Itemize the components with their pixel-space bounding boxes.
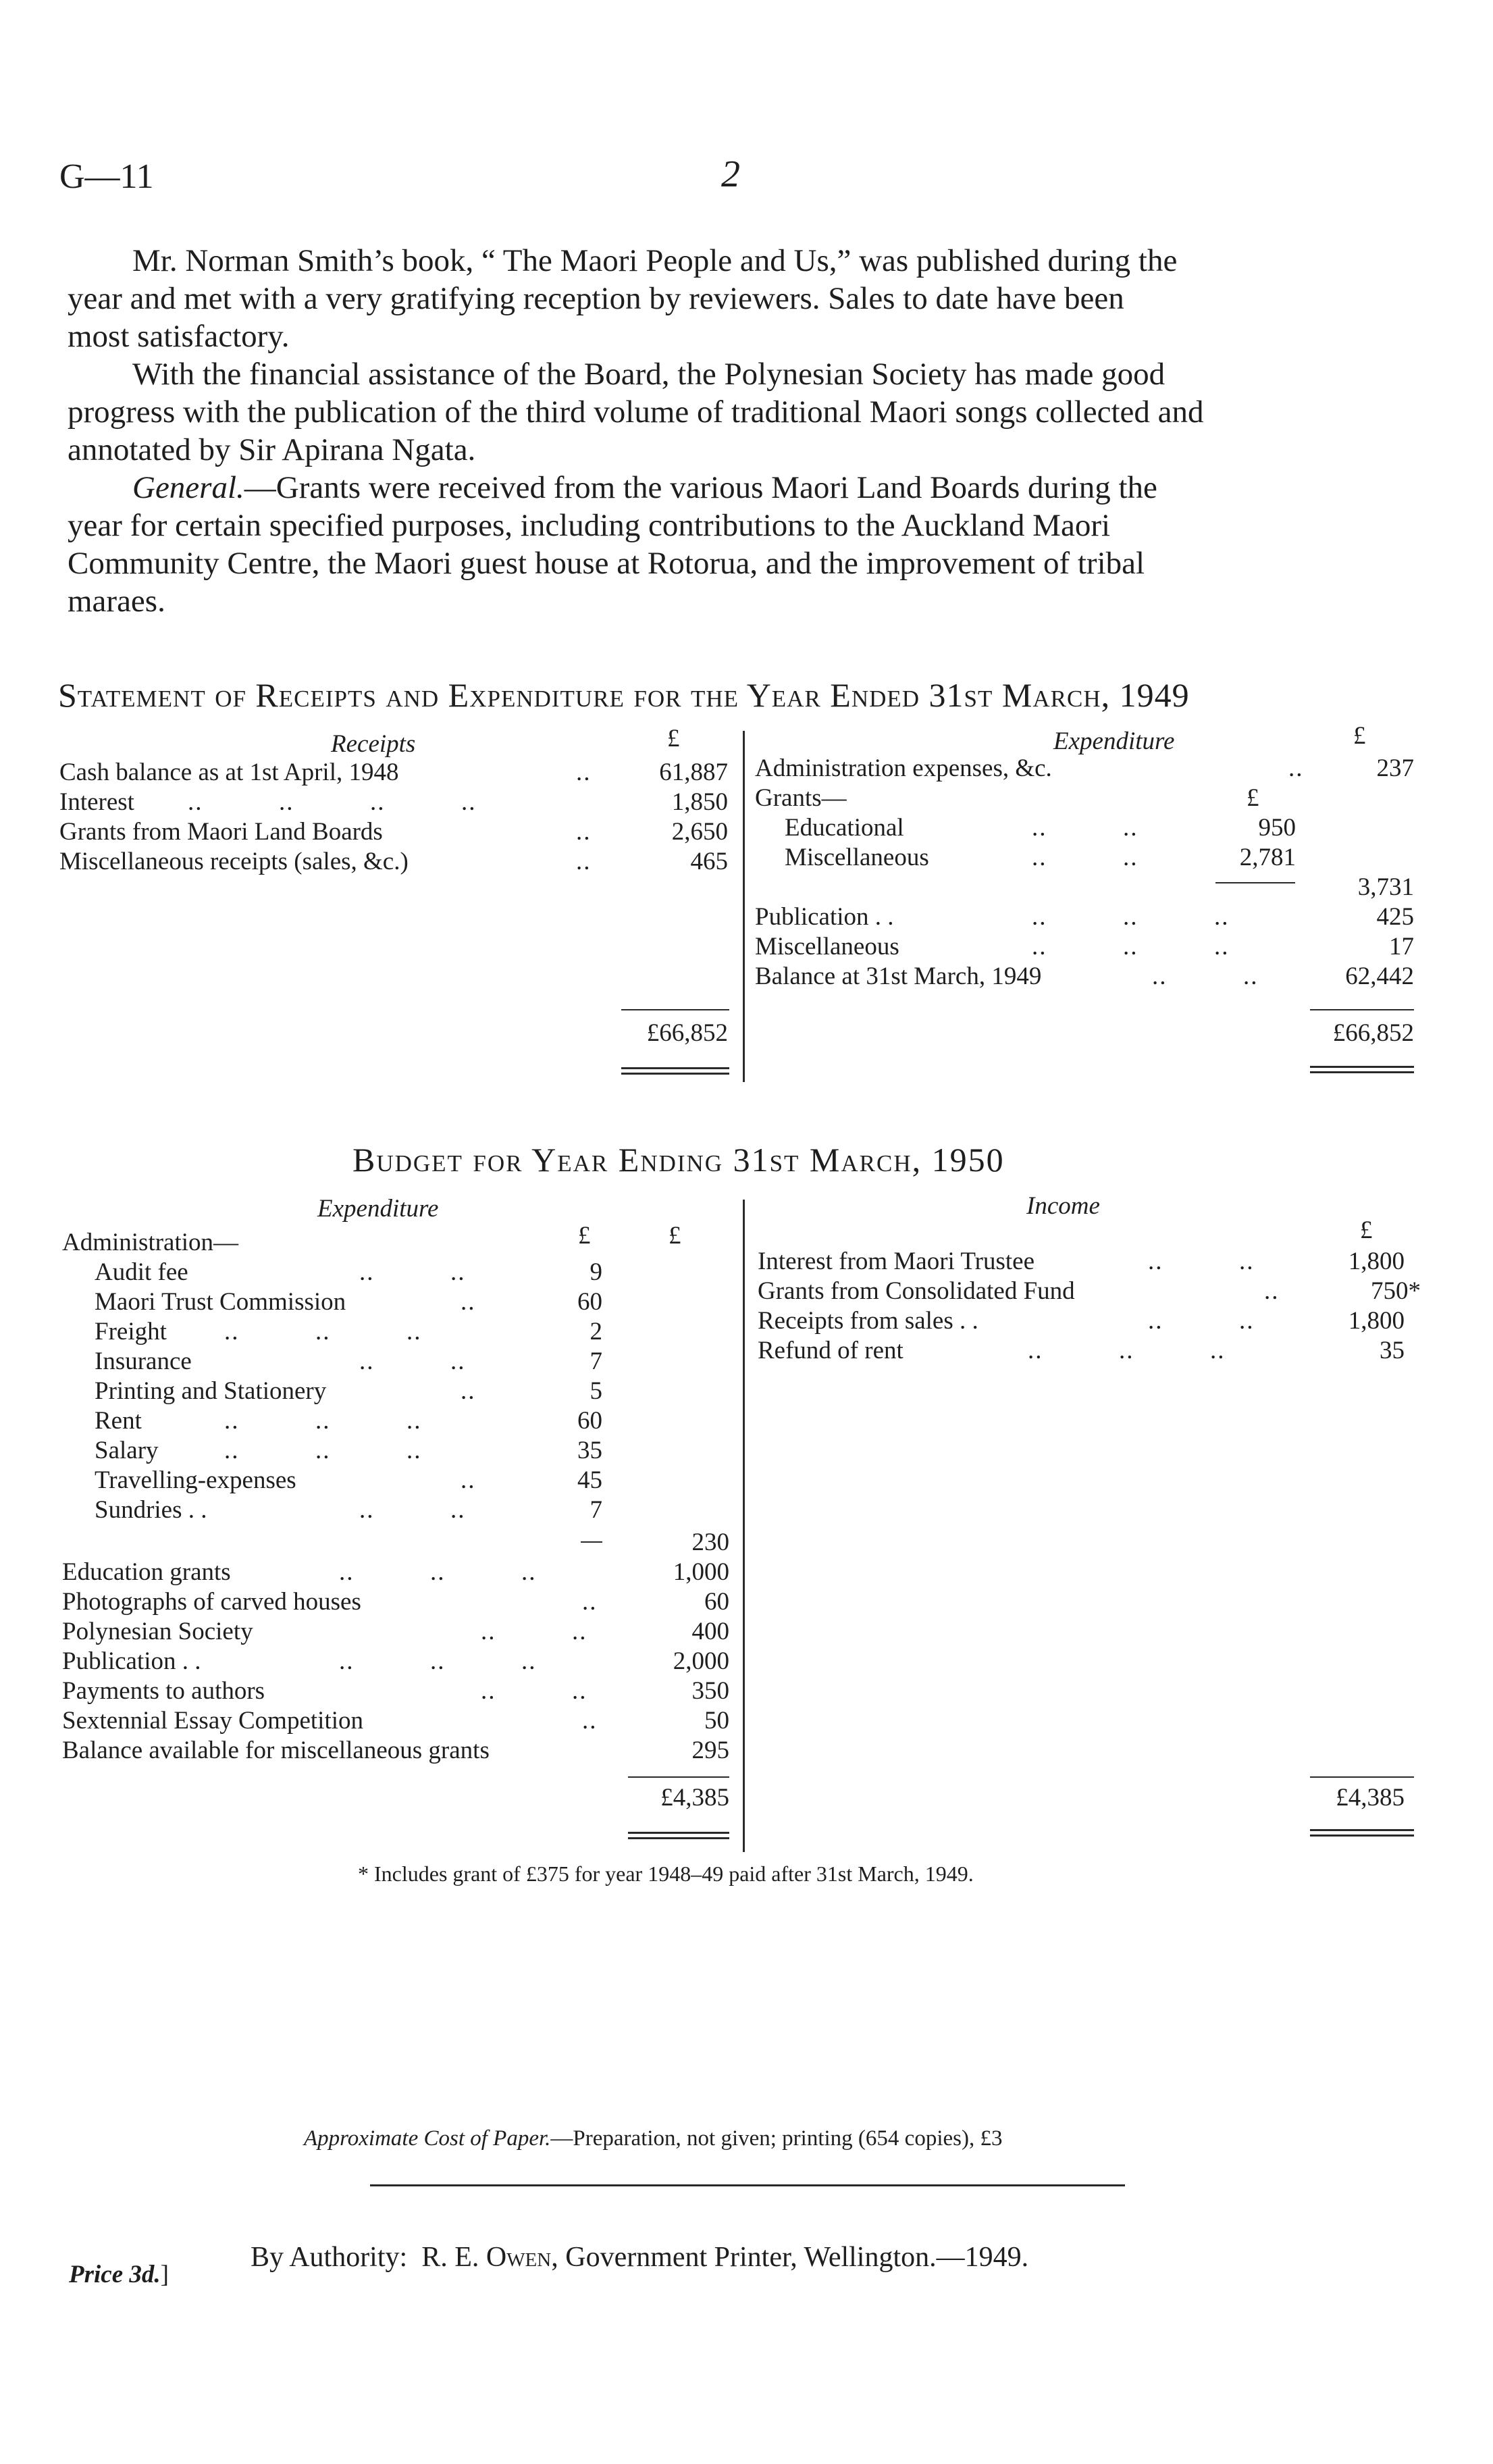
paragraph-line: —Grants were received from the various Maori Land Boards during the: [244, 470, 1157, 505]
budget-item-label: Payments to authors: [62, 1677, 265, 1705]
admin-item-label: Salary: [95, 1437, 159, 1464]
cost-text: —Preparation, not given; printing (654 copies), £3: [550, 2126, 1003, 2151]
budget-admin-list: [62, 1258, 602, 1525]
list-item: [755, 784, 1414, 813]
grant-amount: 950: [1258, 814, 1296, 842]
admin-item-amount: 7: [590, 1496, 602, 1524]
grant-label: Educational: [785, 814, 904, 842]
budget-item-amount: 60: [704, 1588, 729, 1616]
list-item: [755, 962, 1414, 992]
receipt-amount: 1,850: [671, 788, 728, 816]
paragraph-line: Mr. Norman Smith’s book, “ The Maori People and Us,” was published during the: [132, 243, 1178, 278]
income-label: Receipts from sales . .: [758, 1307, 978, 1335]
receipts-total-underline: [621, 1067, 729, 1075]
income-label: Interest from Maori Trustee: [758, 1248, 1035, 1275]
list-item: [62, 1617, 729, 1647]
budget-income-heading: Income: [1026, 1192, 1100, 1220]
leader-dots: .. ..: [359, 1348, 466, 1375]
leader-dots: .. .. ..: [339, 1558, 537, 1586]
leader-dots: .. .. .. ..: [188, 788, 477, 816]
leader-dots: ..: [576, 848, 592, 875]
grant-label: Miscellaneous: [785, 844, 929, 871]
leader-dots: ..: [576, 759, 592, 786]
income-currency: £: [1360, 1216, 1373, 1244]
grants-subtotal-rule: [1215, 882, 1295, 883]
statement-divider: [743, 731, 745, 1082]
leader-dots: ..: [461, 1466, 476, 1494]
paragraph-line: most satisfactory.: [68, 319, 290, 354]
income-amount: 1,800: [1348, 1307, 1405, 1335]
budget-item-label: Balance available for miscellaneous grants: [62, 1737, 490, 1764]
budget-expenditure-total: £4,385: [660, 1784, 729, 1812]
leader-dots: .. .. ..: [224, 1437, 422, 1464]
admin-item-label: Sundries . .: [95, 1496, 207, 1524]
paragraph-polynesian-society: [68, 355, 1425, 469]
budget-income-underline: [1310, 1829, 1414, 1837]
expenditure-heading: Expenditure: [1053, 727, 1175, 755]
list-item: [62, 1258, 602, 1287]
admin-item-amount: 60: [577, 1407, 602, 1435]
list-item: [755, 873, 1414, 902]
income-rule: [1310, 1776, 1414, 1778]
budget-item-label: Sextennial Essay Competition: [62, 1707, 364, 1735]
admin-item-label: Insurance: [95, 1348, 192, 1375]
leader-dots: .. ..: [1032, 814, 1138, 842]
list-item: [62, 1317, 602, 1347]
income-label: Grants from Consolidated Fund: [758, 1277, 1075, 1305]
paragraph-book: [68, 242, 1425, 355]
list-item: [62, 1436, 602, 1466]
admin-item-amount: 7: [590, 1348, 602, 1375]
leader-dots: .. .. ..: [224, 1407, 422, 1435]
budget-item-amount: 295: [691, 1737, 729, 1764]
expenditure-list: [755, 754, 1414, 992]
printer-name: Owen: [486, 2242, 552, 2273]
list-item: [62, 1287, 602, 1317]
admin-item-label: Maori Trust Commission: [95, 1288, 346, 1316]
list-item: [758, 1277, 1421, 1306]
income-amount: 1,800: [1348, 1248, 1405, 1275]
expenditure-label: Administration expenses, &c.: [755, 754, 1052, 782]
paragraph-general: [68, 469, 1425, 620]
admin-subtotal-rule: [581, 1541, 602, 1543]
leader-dots: .. ..: [1152, 962, 1259, 990]
budget-divider: [743, 1200, 745, 1852]
budget-expenditure-rule: [628, 1776, 729, 1778]
receipt-label: Miscellaneous receipts (sales, &c.): [59, 848, 409, 875]
budget-expenditure-heading: Expenditure: [317, 1195, 439, 1223]
statement-title: Statement of Receipts and Expenditure for the Year Ended 31st March, 1949: [58, 676, 1190, 714]
leader-dots: ..: [1264, 1277, 1280, 1305]
list-item: [755, 902, 1414, 932]
page-number: 2: [721, 153, 740, 195]
budget-item-label: Polynesian Society: [62, 1618, 253, 1645]
income-label: Refund of rent: [758, 1337, 903, 1364]
admin-item-amount: 9: [590, 1258, 602, 1286]
expenditure-total: £66,852: [1332, 1019, 1414, 1047]
leader-dots: ..: [582, 1707, 598, 1735]
leader-dots: .. .. ..: [224, 1318, 422, 1345]
list-item: [59, 847, 728, 877]
income-amount: 35: [1380, 1337, 1405, 1364]
admin-item-amount: 60: [577, 1288, 602, 1316]
admin-item-label: Travelling-expenses: [95, 1466, 296, 1494]
list-item: [758, 1306, 1405, 1336]
admin-item-label: Rent: [95, 1407, 142, 1435]
expenditure-currency: £: [1353, 722, 1366, 750]
leader-dots: .. .. ..: [1032, 933, 1230, 960]
paragraph-line: Community Centre, the Maori guest house at Rotorua, and the improvement of tribal: [68, 546, 1145, 581]
footer-rule: [370, 2184, 1125, 2186]
budget-income-total: £4,385: [1336, 1784, 1405, 1812]
list-item: [62, 1377, 602, 1406]
expenditure-amount: 62,442: [1345, 962, 1414, 990]
grants-total: 3,731: [1357, 873, 1414, 901]
budget-admin-label: Administration—: [62, 1229, 239, 1256]
list-item: [755, 843, 1414, 873]
price: [69, 2260, 169, 2289]
list-item: [59, 788, 728, 817]
budget-item-amount: 50: [704, 1707, 729, 1735]
budget-item-label: Photographs of carved houses: [62, 1588, 361, 1616]
budget-item-amount: 350: [691, 1677, 729, 1705]
budget-income-list: [758, 1247, 1421, 1366]
grants-currency: £: [1247, 784, 1259, 812]
list-item: [59, 758, 728, 788]
receipt-label: Cash balance as at 1st April, 1948: [59, 759, 399, 786]
budget-item-amount: 2,000: [673, 1647, 729, 1675]
income-amount: 750*: [1371, 1277, 1421, 1305]
paragraph-line: year and met with a very gratifying reception by reviewers. Sales to date have been: [68, 281, 1124, 316]
expenditure-total-underline: [1310, 1066, 1414, 1073]
list-item: [59, 817, 728, 847]
list-item: [755, 754, 1414, 784]
admin-item-amount: 2: [590, 1318, 602, 1345]
leader-dots: .. .. ..: [1028, 1337, 1226, 1364]
paragraph-line: maraes.: [68, 584, 165, 619]
receipt-label: Interest: [59, 788, 134, 816]
price-bracket: ]: [160, 2261, 169, 2288]
cost-lead: Approximate Cost of Paper.: [304, 2126, 551, 2151]
expenditure-rule: [1310, 1009, 1414, 1010]
grants-label: Grants—: [755, 784, 847, 812]
receipts-rule: [621, 1009, 729, 1010]
leader-dots: .. .. ..: [1032, 903, 1230, 931]
receipt-amount: 61,887: [659, 759, 728, 786]
receipts-currency: £: [667, 725, 680, 752]
leader-dots: ..: [582, 1588, 598, 1616]
authority-post: , Government Printer, Wellington.—1949.: [551, 2242, 1029, 2273]
list-item: [62, 1347, 602, 1377]
budget-currency-main: £: [669, 1222, 681, 1250]
grant-amount: 2,781: [1239, 844, 1296, 871]
paragraph-line: year for certain specified purposes, including contributions to the Auckland Maori: [68, 508, 1111, 543]
expenditure-label: Publication . .: [755, 903, 894, 931]
budget-currency-sub: £: [578, 1222, 591, 1250]
cost-of-paper: [304, 2126, 1002, 2151]
expenditure-amount: 237: [1376, 754, 1414, 782]
paragraph-line: annotated by Sir Apirana Ngata.: [68, 432, 476, 467]
leader-dots: ..: [461, 1377, 476, 1405]
price-label: Price 3d.: [69, 2261, 161, 2288]
receipt-amount: 2,650: [671, 818, 728, 846]
list-item: [755, 813, 1414, 843]
admin-item-label: Printing and Stationery: [95, 1377, 327, 1405]
leader-dots: ..: [461, 1288, 476, 1316]
receipt-label: Grants from Maori Land Boards: [59, 818, 383, 846]
budget-footnote: * Includes grant of £375 for year 1948–49 paid after 31st March, 1949.: [358, 1862, 974, 1886]
admin-item-amount: 35: [577, 1437, 602, 1464]
admin-item-label: Freight: [95, 1318, 167, 1345]
budget-title: Budget for Year Ending 31st March, 1950: [352, 1141, 1005, 1179]
list-item: [62, 1558, 729, 1587]
admin-item-amount: 45: [577, 1466, 602, 1494]
budget-item-amount: 400: [691, 1618, 729, 1645]
budget-item-label: Publication . .: [62, 1647, 201, 1675]
admin-item-label: Audit fee: [95, 1258, 188, 1286]
list-item: [62, 1587, 729, 1617]
receipt-amount: 465: [690, 848, 728, 875]
list-item: [62, 1495, 602, 1525]
authority-pre: By Authority: R. E.: [251, 2242, 486, 2273]
leader-dots: .. ..: [481, 1618, 587, 1645]
admin-total: 230: [691, 1529, 729, 1556]
list-item: [62, 1466, 602, 1495]
receipts-list: [59, 758, 728, 877]
paragraph-line: progress with the publication of the third volume of traditional Maori songs collected and: [68, 394, 1204, 430]
document-reference: G—11: [59, 157, 154, 196]
expenditure-label: Balance at 31st March, 1949: [755, 962, 1042, 990]
leader-dots: ..: [576, 818, 592, 846]
list-item: [62, 1647, 729, 1676]
leader-dots: .. .. ..: [339, 1647, 537, 1675]
list-item: [758, 1336, 1405, 1366]
authority-line: [236, 2209, 1028, 2274]
list-item: [62, 1706, 729, 1736]
list-item: [62, 1676, 729, 1706]
expenditure-label: Miscellaneous: [755, 933, 899, 960]
paragraph-line: With the financial assistance of the Board, the Polynesian Society has made good: [132, 357, 1165, 392]
list-item: [758, 1247, 1405, 1277]
leader-dots: .. ..: [359, 1496, 466, 1524]
leader-dots: .. ..: [1032, 844, 1138, 871]
general-lead: General.: [132, 470, 244, 505]
list-item: [62, 1406, 602, 1436]
leader-dots: .. ..: [1148, 1248, 1255, 1275]
budget-item-amount: 1,000: [673, 1558, 729, 1586]
leader-dots: .. ..: [1148, 1307, 1255, 1335]
list-item: [62, 1736, 729, 1766]
leader-dots: ..: [1288, 754, 1304, 782]
admin-item-amount: 5: [590, 1377, 602, 1405]
receipts-total: £66,852: [646, 1019, 728, 1047]
leader-dots: .. ..: [359, 1258, 466, 1286]
expenditure-amount: 17: [1389, 933, 1414, 960]
receipts-heading: Receipts: [331, 730, 416, 758]
leader-dots: .. ..: [481, 1677, 587, 1705]
list-item: [755, 932, 1414, 962]
budget-expenditure-underline: [628, 1832, 729, 1839]
expenditure-amount: 425: [1376, 903, 1414, 931]
budget-other-list: [62, 1558, 729, 1766]
budget-item-label: Education grants: [62, 1558, 231, 1586]
